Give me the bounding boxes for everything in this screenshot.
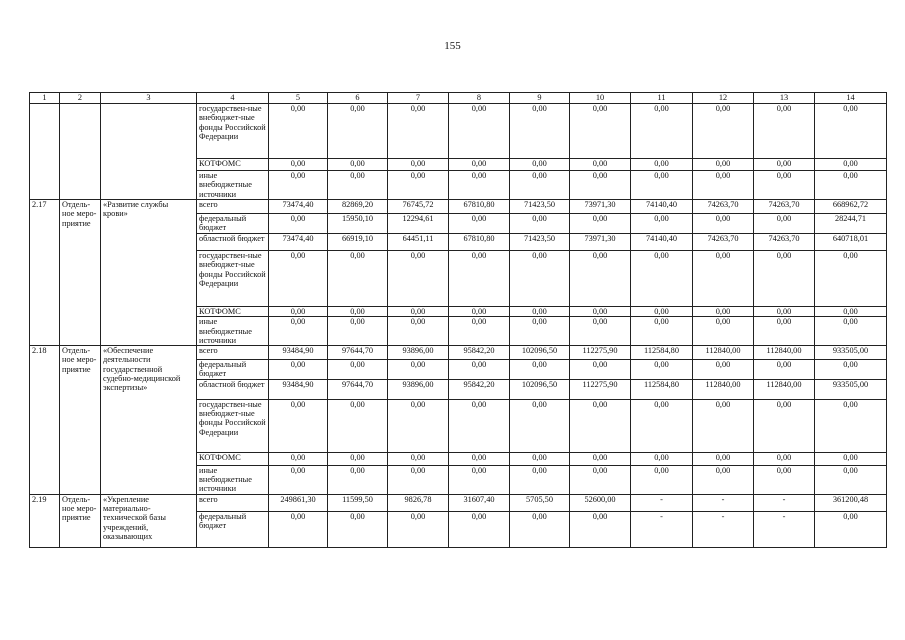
value-cell: 12294,61 xyxy=(388,214,449,234)
value-cell: 0,00 xyxy=(388,317,449,346)
value-cell: 93484,90 xyxy=(269,346,328,360)
value-cell: 0,00 xyxy=(388,159,449,171)
value-cell: 0,00 xyxy=(815,511,887,547)
value-cell: 64451,11 xyxy=(388,234,449,251)
value-cell: 0,00 xyxy=(815,399,887,452)
value-cell: 0,00 xyxy=(815,104,887,159)
page-number: 155 xyxy=(444,40,461,52)
value-cell: 0,00 xyxy=(269,452,328,465)
value-cell: 0,00 xyxy=(631,360,693,380)
column-header: 2 xyxy=(60,93,101,104)
value-cell: 0,00 xyxy=(510,360,570,380)
column-header: 12 xyxy=(693,93,754,104)
value-cell: 0,00 xyxy=(693,171,754,200)
funding-source: федеральный бюджет xyxy=(197,214,269,234)
value-cell: 0,00 xyxy=(631,317,693,346)
value-cell: 0,00 xyxy=(510,214,570,234)
value-cell: 0,00 xyxy=(570,104,631,159)
funding-source: КОТФОМС xyxy=(197,452,269,465)
value-cell: 0,00 xyxy=(815,452,887,465)
value-cell: 31607,40 xyxy=(449,494,510,511)
value-cell: 0,00 xyxy=(449,511,510,547)
value-cell: 93896,00 xyxy=(388,379,449,399)
value-cell: - xyxy=(754,494,815,511)
value-cell: 0,00 xyxy=(328,452,388,465)
table-row xyxy=(30,200,887,214)
value-cell: 112275,90 xyxy=(570,379,631,399)
value-cell: 0,00 xyxy=(449,307,510,317)
value-cell: 0,00 xyxy=(693,465,754,494)
value-cell: 0,00 xyxy=(449,317,510,346)
value-cell: 0,00 xyxy=(269,465,328,494)
measure-type: Отдель-ное меро-приятие xyxy=(60,346,101,495)
value-cell: 0,00 xyxy=(510,159,570,171)
value-cell: 0,00 xyxy=(631,251,693,307)
value-cell: 67810,80 xyxy=(449,200,510,214)
column-header: 14 xyxy=(815,93,887,104)
funding-source: всего xyxy=(197,200,269,214)
column-header: 3 xyxy=(101,93,197,104)
value-cell: 0,00 xyxy=(269,251,328,307)
value-cell: 0,00 xyxy=(570,465,631,494)
value-cell: 0,00 xyxy=(328,159,388,171)
value-cell: 73971,30 xyxy=(570,234,631,251)
value-cell: 0,00 xyxy=(449,360,510,380)
value-cell: 0,00 xyxy=(570,452,631,465)
budget-table xyxy=(29,92,887,548)
value-cell: 0,00 xyxy=(328,465,388,494)
value-cell: 0,00 xyxy=(815,465,887,494)
value-cell: 0,00 xyxy=(388,452,449,465)
value-cell: 0,00 xyxy=(388,399,449,452)
value-cell: 95842,20 xyxy=(449,346,510,360)
value-cell: 0,00 xyxy=(328,511,388,547)
value-cell: 0,00 xyxy=(570,360,631,380)
value-cell: 0,00 xyxy=(631,307,693,317)
value-cell: 74263,70 xyxy=(693,234,754,251)
value-cell: 0,00 xyxy=(570,317,631,346)
table-body xyxy=(30,93,887,548)
column-header: 10 xyxy=(570,93,631,104)
funding-source: всего xyxy=(197,346,269,360)
value-cell: 74263,70 xyxy=(693,200,754,214)
value-cell: 668962,72 xyxy=(815,200,887,214)
value-cell: 0,00 xyxy=(388,251,449,307)
value-cell: 249861,30 xyxy=(269,494,328,511)
value-cell: 0,00 xyxy=(510,465,570,494)
value-cell: 5705,50 xyxy=(510,494,570,511)
funding-source: всего xyxy=(197,494,269,511)
value-cell: 9826,78 xyxy=(388,494,449,511)
measure-type: Отдель-ное меро-приятие xyxy=(60,494,101,547)
value-cell: 93896,00 xyxy=(388,346,449,360)
value-cell: 0,00 xyxy=(328,251,388,307)
value-cell: 0,00 xyxy=(510,511,570,547)
funding-source: государствен-ные внебюджет-ные фонды Российской Федерации xyxy=(197,251,269,307)
value-cell: 0,00 xyxy=(388,511,449,547)
value-cell: 76745,72 xyxy=(388,200,449,214)
funding-source: иные внебюджетные источники xyxy=(197,465,269,494)
funding-source: КОТФОМС xyxy=(197,307,269,317)
column-header: 13 xyxy=(754,93,815,104)
value-cell: 0,00 xyxy=(328,171,388,200)
value-cell: 0,00 xyxy=(754,171,815,200)
value-cell: 66919,10 xyxy=(328,234,388,251)
value-cell: 0,00 xyxy=(570,511,631,547)
value-cell: 0,00 xyxy=(631,159,693,171)
value-cell: 112840,00 xyxy=(693,379,754,399)
value-cell: 0,00 xyxy=(449,465,510,494)
value-cell: 0,00 xyxy=(815,171,887,200)
funding-source: иные внебюджетные источники xyxy=(197,317,269,346)
funding-source: федеральный бюджет xyxy=(197,360,269,380)
measure-name: «Укрепление материально-технической базы учреждений, оказывающих xyxy=(101,494,197,547)
value-cell: 112840,00 xyxy=(754,346,815,360)
value-cell: 0,00 xyxy=(510,452,570,465)
value-cell: 0,00 xyxy=(631,104,693,159)
value-cell: 0,00 xyxy=(449,251,510,307)
value-cell: 0,00 xyxy=(815,360,887,380)
value-cell: 0,00 xyxy=(754,360,815,380)
value-cell: 0,00 xyxy=(328,104,388,159)
value-cell: 95842,20 xyxy=(449,379,510,399)
value-cell: 0,00 xyxy=(570,251,631,307)
value-cell: 0,00 xyxy=(631,465,693,494)
value-cell: 0,00 xyxy=(815,307,887,317)
value-cell: 0,00 xyxy=(269,171,328,200)
value-cell: 15950,10 xyxy=(328,214,388,234)
value-cell: 112584,80 xyxy=(631,346,693,360)
value-cell: 0,00 xyxy=(693,307,754,317)
value-cell: 0,00 xyxy=(269,307,328,317)
value-cell: 97644,70 xyxy=(328,379,388,399)
value-cell: 0,00 xyxy=(570,171,631,200)
value-cell: 0,00 xyxy=(754,104,815,159)
funding-source: областной бюджет xyxy=(197,379,269,399)
value-cell: 67810,80 xyxy=(449,234,510,251)
value-cell: 0,00 xyxy=(815,317,887,346)
funding-source: государствен-ные внебюджет-ные фонды Российской Федерации xyxy=(197,399,269,452)
value-cell: 0,00 xyxy=(570,399,631,452)
value-cell: 102096,50 xyxy=(510,346,570,360)
value-cell: 0,00 xyxy=(754,465,815,494)
measure-name: «Обеспечение деятельности государственной судебно-медицинской экспертизы» xyxy=(101,346,197,495)
value-cell: 73474,40 xyxy=(269,200,328,214)
value-cell: 0,00 xyxy=(754,452,815,465)
value-cell: 0,00 xyxy=(693,360,754,380)
value-cell: - xyxy=(631,511,693,547)
value-cell: 73474,40 xyxy=(269,234,328,251)
measure-type: Отдель-ное меро-приятие xyxy=(60,200,101,346)
value-cell: 0,00 xyxy=(754,307,815,317)
funding-source: государствен-ные внебюджет-ные фонды Российской Федерации xyxy=(197,104,269,159)
value-cell: 0,00 xyxy=(693,317,754,346)
column-header: 6 xyxy=(328,93,388,104)
value-cell: 0,00 xyxy=(693,104,754,159)
value-cell: 74263,70 xyxy=(754,200,815,214)
value-cell: 0,00 xyxy=(328,399,388,452)
value-cell: 0,00 xyxy=(269,511,328,547)
value-cell: 0,00 xyxy=(269,317,328,346)
value-cell: 0,00 xyxy=(510,317,570,346)
column-header: 4 xyxy=(197,93,269,104)
value-cell: 0,00 xyxy=(449,399,510,452)
value-cell: 0,00 xyxy=(754,159,815,171)
value-cell: 52600,00 xyxy=(570,494,631,511)
value-cell: 0,00 xyxy=(570,307,631,317)
column-number-row xyxy=(30,93,887,104)
value-cell: 0,00 xyxy=(449,452,510,465)
value-cell: 0,00 xyxy=(693,214,754,234)
value-cell: 0,00 xyxy=(510,104,570,159)
value-cell: 0,00 xyxy=(570,214,631,234)
funding-source: федеральный бюджет xyxy=(197,511,269,547)
value-cell: 933505,00 xyxy=(815,379,887,399)
value-cell: 0,00 xyxy=(388,360,449,380)
value-cell: 0,00 xyxy=(449,159,510,171)
funding-source: иные внебюджетные источники xyxy=(197,171,269,200)
value-cell: 0,00 xyxy=(269,214,328,234)
column-header: 8 xyxy=(449,93,510,104)
value-cell: 0,00 xyxy=(449,104,510,159)
value-cell: 640718,01 xyxy=(815,234,887,251)
funding-source: КОТФОМС xyxy=(197,159,269,171)
value-cell: 28244,71 xyxy=(815,214,887,234)
value-cell: 0,00 xyxy=(328,307,388,317)
value-cell: - xyxy=(693,511,754,547)
funding-source: областной бюджет xyxy=(197,234,269,251)
value-cell: 0,00 xyxy=(815,159,887,171)
value-cell: 0,00 xyxy=(693,399,754,452)
value-cell: 0,00 xyxy=(328,317,388,346)
value-cell: 0,00 xyxy=(388,307,449,317)
value-cell: 0,00 xyxy=(631,214,693,234)
value-cell: 0,00 xyxy=(815,251,887,307)
value-cell: 112840,00 xyxy=(693,346,754,360)
value-cell: 0,00 xyxy=(693,251,754,307)
value-cell: 0,00 xyxy=(388,104,449,159)
value-cell: 0,00 xyxy=(754,317,815,346)
value-cell: 0,00 xyxy=(631,171,693,200)
value-cell: 0,00 xyxy=(631,452,693,465)
value-cell: 74263,70 xyxy=(754,234,815,251)
value-cell: 112275,90 xyxy=(570,346,631,360)
value-cell: 0,00 xyxy=(269,360,328,380)
value-cell: 0,00 xyxy=(510,171,570,200)
value-cell: 74140,40 xyxy=(631,200,693,214)
measure-number: 2.19 xyxy=(30,494,60,547)
value-cell: 112840,00 xyxy=(754,379,815,399)
value-cell: 0,00 xyxy=(449,171,510,200)
column-header: 9 xyxy=(510,93,570,104)
value-cell: 0,00 xyxy=(449,214,510,234)
table-row xyxy=(30,104,887,159)
value-cell: 361200,48 xyxy=(815,494,887,511)
value-cell: 71423,50 xyxy=(510,234,570,251)
value-cell: 0,00 xyxy=(693,159,754,171)
empty-num-cell xyxy=(30,104,60,200)
value-cell: 933505,00 xyxy=(815,346,887,360)
column-header: 5 xyxy=(269,93,328,104)
value-cell: 0,00 xyxy=(388,465,449,494)
value-cell: 0,00 xyxy=(570,159,631,171)
value-cell: - xyxy=(631,494,693,511)
value-cell: 82869,20 xyxy=(328,200,388,214)
column-header: 1 xyxy=(30,93,60,104)
value-cell: 0,00 xyxy=(510,251,570,307)
value-cell: 0,00 xyxy=(269,159,328,171)
value-cell: 0,00 xyxy=(510,307,570,317)
empty-name-cell xyxy=(101,104,197,200)
table-row xyxy=(30,346,887,360)
value-cell: 93484,90 xyxy=(269,379,328,399)
value-cell: 0,00 xyxy=(269,399,328,452)
measure-number: 2.17 xyxy=(30,200,60,346)
value-cell: 0,00 xyxy=(631,399,693,452)
value-cell: 0,00 xyxy=(388,171,449,200)
value-cell: 97644,70 xyxy=(328,346,388,360)
value-cell: 0,00 xyxy=(754,399,815,452)
value-cell: 73971,30 xyxy=(570,200,631,214)
value-cell: 112584,80 xyxy=(631,379,693,399)
value-cell: 0,00 xyxy=(510,399,570,452)
value-cell: 0,00 xyxy=(754,251,815,307)
value-cell: 71423,50 xyxy=(510,200,570,214)
column-header: 7 xyxy=(388,93,449,104)
value-cell: 0,00 xyxy=(328,360,388,380)
value-cell: 102096,50 xyxy=(510,379,570,399)
column-header: 11 xyxy=(631,93,693,104)
empty-type-cell xyxy=(60,104,101,200)
value-cell: 0,00 xyxy=(754,214,815,234)
value-cell: 0,00 xyxy=(693,452,754,465)
value-cell: - xyxy=(754,511,815,547)
value-cell: 0,00 xyxy=(269,104,328,159)
table-row xyxy=(30,494,887,511)
measure-name: «Развитие службы крови» xyxy=(101,200,197,346)
measure-number: 2.18 xyxy=(30,346,60,495)
value-cell: - xyxy=(693,494,754,511)
value-cell: 11599,50 xyxy=(328,494,388,511)
value-cell: 74140,40 xyxy=(631,234,693,251)
